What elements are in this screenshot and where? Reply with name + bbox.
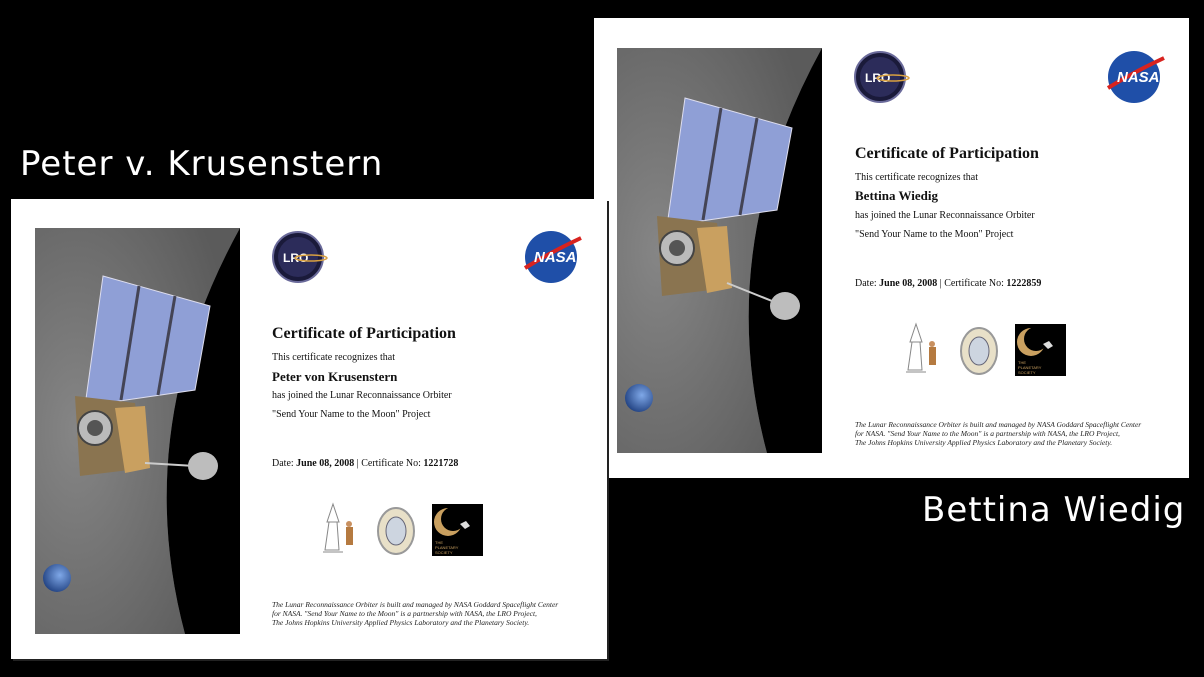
participant-name: Peter von Krusenstern	[272, 369, 398, 384]
date-value: June 08, 2008	[879, 278, 938, 289]
participant-name: Bettina Wiedig	[855, 188, 938, 203]
certificate-bettina	[594, 18, 1189, 478]
joined-text: has joined the Lunar Reconnaissance Orbiter	[855, 210, 1035, 221]
project-text: "Send Your Name to the Moon" Project	[272, 409, 431, 420]
nasa-logo	[521, 230, 583, 284]
footer-line: The Johns Hopkins University Applied Physics Laboratory and the Planetary Society.	[272, 618, 530, 627]
cert-no-value: 1221728	[423, 458, 459, 469]
recognizes-text: This certificate recognizes that	[855, 172, 978, 183]
date-value: June 08, 2008	[296, 458, 355, 469]
footer-line: The Lunar Reconnaissance Orbiter is built and managed by NASA Goddard Spaceflight Center	[272, 600, 559, 609]
lro-logo	[853, 50, 913, 104]
project-text: "Send Your Name to the Moon" Project	[855, 229, 1014, 240]
footer-line: for NASA. "Send Your Name to the Moon" is a partnership with NASA, the LRO Project,	[272, 609, 537, 618]
planetary-society-logo	[432, 504, 483, 556]
cert-no-label: | Certificate No:	[356, 458, 421, 469]
planetary-society-logo	[1015, 324, 1066, 376]
nasa-logo-text: NASA	[1117, 69, 1160, 86]
apl-seal-icon	[959, 326, 999, 376]
caption-left: Peter v. Krusenstern	[20, 144, 384, 184]
lro-logo-text: LRO	[865, 71, 891, 85]
rocket-sketch-icon	[904, 322, 944, 377]
certificate-title: Certificate of Participation	[272, 325, 456, 342]
footer-line: The Johns Hopkins University Applied Physics Laboratory and the Planetary Society.	[855, 438, 1113, 447]
lro-spacecraft-image	[35, 228, 240, 634]
certificate-footer	[272, 600, 558, 627]
date-line	[855, 278, 1041, 289]
lro-spacecraft-image	[617, 48, 822, 453]
lro-logo	[271, 230, 331, 284]
footer-line: The Lunar Reconnaissance Orbiter is built and managed by NASA Goddard Spaceflight Center	[855, 420, 1142, 429]
cert-no-value: 1222859	[1006, 278, 1042, 289]
recognizes-text: This certificate recognizes that	[272, 352, 395, 363]
date-line	[272, 458, 458, 469]
joined-text: has joined the Lunar Reconnaissance Orbiter	[272, 390, 452, 401]
certificate-peter	[11, 199, 607, 659]
certificate-footer	[855, 420, 1141, 447]
apl-seal-icon	[376, 506, 416, 556]
date-label: Date:	[855, 278, 877, 289]
caption-right: Bettina Wiedig	[922, 490, 1186, 530]
footer-line: for NASA. "Send Your Name to the Moon" is a partnership with NASA, the LRO Project,	[855, 429, 1120, 438]
certificate-title: Certificate of Participation	[855, 145, 1039, 162]
cert-no-label: | Certificate No:	[939, 278, 1004, 289]
rocket-sketch-icon	[321, 502, 361, 557]
nasa-logo-text: NASA	[534, 249, 577, 266]
planetary-society-text: THE PLANETARY SOCIETY	[435, 540, 459, 555]
planetary-society-text: THE PLANETARY SOCIETY	[1018, 360, 1042, 375]
date-label: Date:	[272, 458, 294, 469]
lro-logo-text: LRO	[283, 251, 309, 265]
nasa-logo	[1104, 50, 1166, 104]
